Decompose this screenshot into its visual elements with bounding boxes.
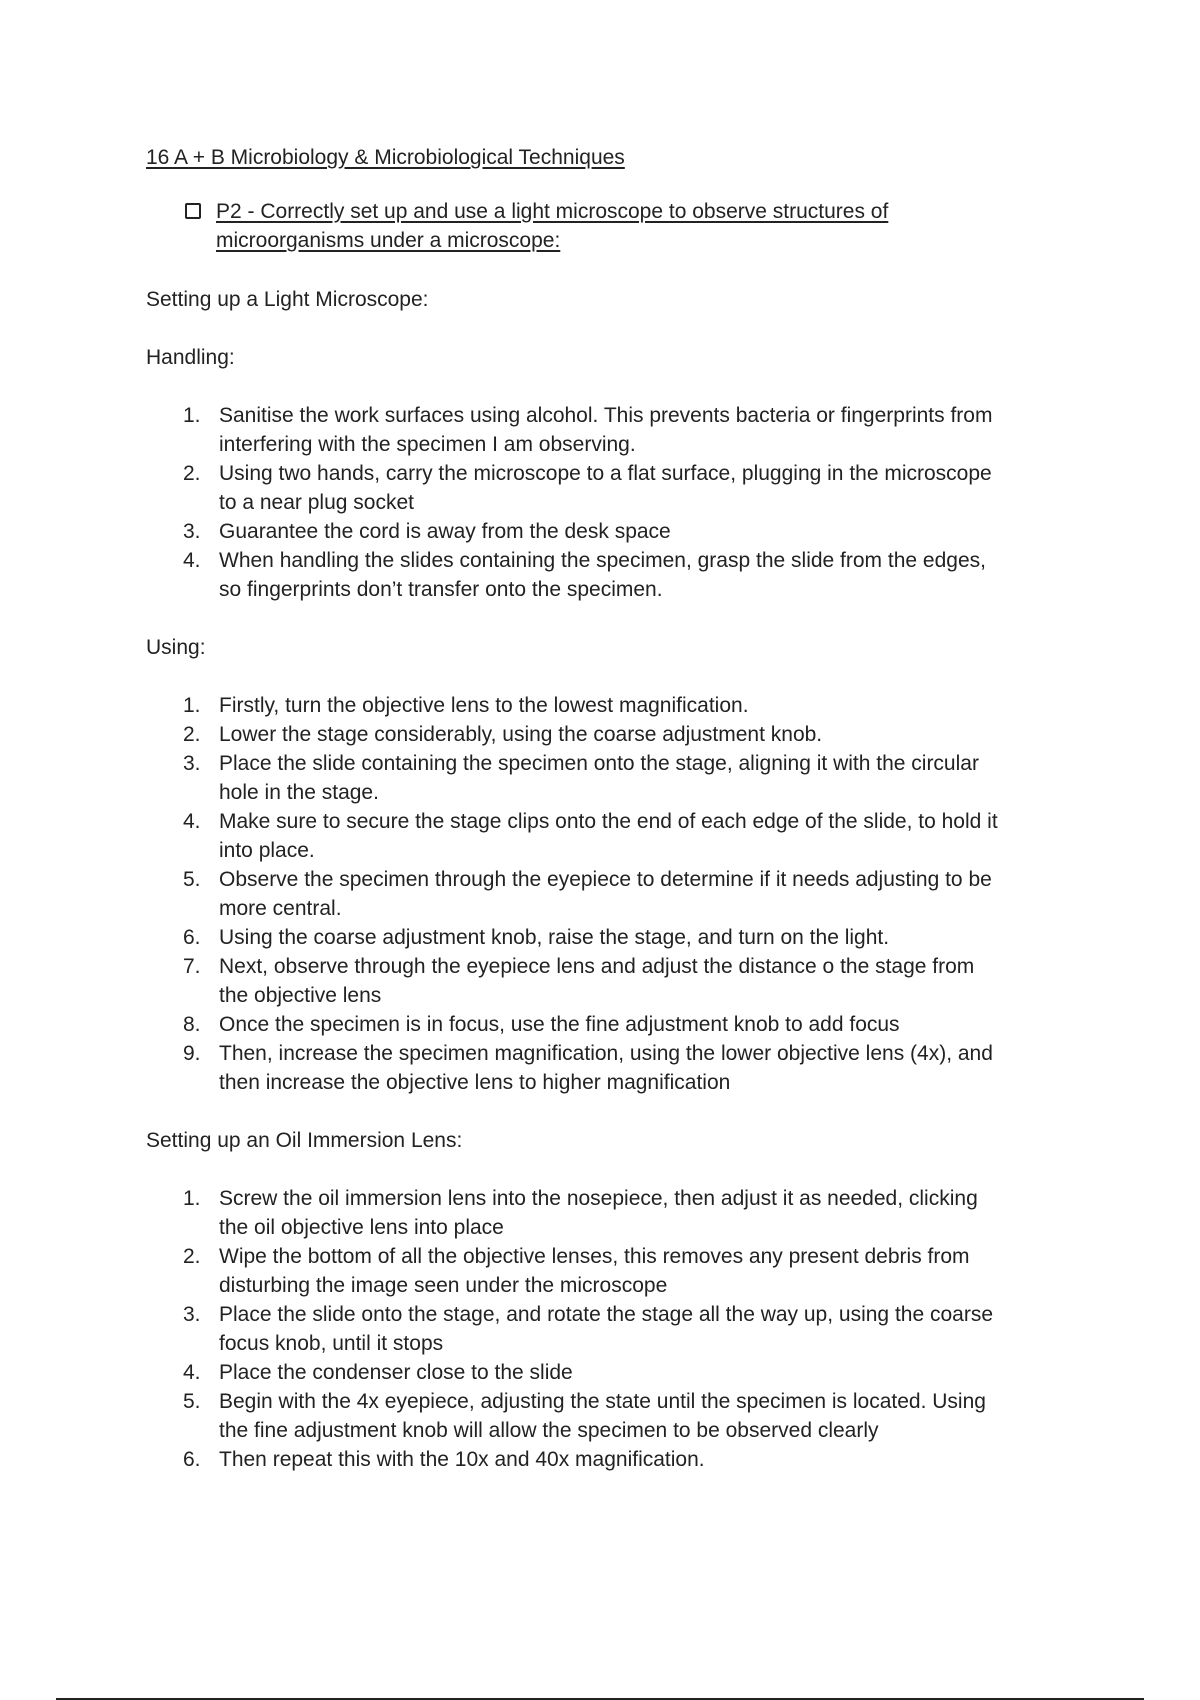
- list-item: [146, 1358, 1066, 1387]
- oil-immersion-heading: Setting up an Oil Immersion Lens:: [146, 1129, 463, 1152]
- list-item: [146, 459, 1066, 517]
- spacer: [146, 314, 1066, 343]
- list-item-number: 2.: [183, 723, 201, 746]
- list-item: [146, 749, 1066, 807]
- list-item-text: Place the condenser close to the slide: [219, 1361, 573, 1384]
- task-checkbox[interactable]: [185, 203, 201, 219]
- spacer: [146, 1097, 1066, 1126]
- handling-heading: Handling:: [146, 346, 235, 369]
- list-item-number-wrap: [146, 1358, 219, 1387]
- list-item: [146, 1010, 1066, 1039]
- list-item: [146, 952, 1066, 1010]
- task-checklist-item: [185, 197, 1066, 255]
- list-item-number-wrap: [146, 1184, 219, 1242]
- list-item-number-wrap: [146, 1010, 219, 1039]
- list-item-number-wrap: [146, 1300, 219, 1358]
- list-item: [146, 807, 1066, 865]
- handling-steps-list: [146, 401, 1066, 604]
- spacer: [146, 1155, 1066, 1184]
- list-item-text: Once the specimen is in focus, use the fine adjustment knob to add focus: [219, 1013, 900, 1036]
- list-item-number-wrap: [146, 749, 219, 807]
- list-item-text: Begin with the 4x eyepiece, adjusting the state until the specimen is located. Using the fine adjustment knob will allow the specimen to be observed clearly: [219, 1390, 986, 1442]
- list-item: [146, 691, 1066, 720]
- list-item-text: Make sure to secure the stage clips onto the end of each edge of the slide, to hold it into place.: [219, 810, 998, 862]
- list-item-text: Observe the specimen through the eyepiece to determine if it needs adjusting to be more central.: [219, 868, 992, 920]
- list-item-number: 3.: [183, 1303, 201, 1326]
- list-item-number: 5.: [183, 1390, 201, 1413]
- spacer: [146, 662, 1066, 691]
- list-item-number-wrap: [146, 691, 219, 720]
- list-item-number-wrap: [146, 923, 219, 952]
- using-heading: Using:: [146, 636, 206, 659]
- list-item-number: 9.: [183, 1042, 201, 1065]
- list-item-number: 4.: [183, 549, 201, 572]
- list-item-text: When handling the slides containing the specimen, grasp the slide from the edges, so fingerprints don’t transfer onto the specimen.: [219, 549, 986, 601]
- spacer: [146, 604, 1066, 633]
- list-item-text: Next, observe through the eyepiece lens and adjust the distance o the stage from the objective lens: [219, 955, 975, 1007]
- list-item-number: 3.: [183, 520, 201, 543]
- list-item-text: Sanitise the work surfaces using alcohol. This prevents bacteria or fingerprints from interfering with the specimen I am observing.: [219, 404, 993, 456]
- list-item-number-wrap: [146, 401, 219, 459]
- list-item: [146, 517, 1066, 546]
- list-item-number-wrap: [146, 546, 219, 604]
- list-item: [146, 1039, 1066, 1097]
- list-item-number: 5.: [183, 868, 201, 891]
- oil-immersion-steps-list: [146, 1184, 1066, 1474]
- list-item-number: 7.: [183, 955, 201, 978]
- list-item-number: 1.: [183, 694, 201, 717]
- list-item: [146, 720, 1066, 749]
- list-item: [146, 546, 1066, 604]
- list-item-text: Then, increase the specimen magnification, using the lower objective lens (4x), and then increase the objective lens to higher magnification: [219, 1042, 993, 1094]
- list-item-text: Lower the stage considerably, using the coarse adjustment knob.: [219, 723, 823, 746]
- list-item-number-wrap: [146, 865, 219, 923]
- list-item-number: 3.: [183, 752, 201, 775]
- list-item-number: 4.: [183, 810, 201, 833]
- list-item-number-wrap: [146, 459, 219, 517]
- list-item-number-wrap: [146, 952, 219, 1010]
- document-page: [146, 143, 1066, 1474]
- list-item-number-wrap: [146, 720, 219, 749]
- task-text: P2 - Correctly set up and use a light microscope to observe structures of microorganisms under a microscope:: [216, 200, 889, 252]
- list-item-number: 1.: [183, 404, 201, 427]
- list-item-number-wrap: [146, 1387, 219, 1445]
- list-item-number: 2.: [183, 462, 201, 485]
- list-item-number: 8.: [183, 1013, 201, 1036]
- list-item-text: Screw the oil immersion lens into the nosepiece, then adjust it as needed, clicking the oil objective lens into place: [219, 1187, 978, 1239]
- setup-heading: Setting up a Light Microscope:: [146, 288, 429, 311]
- list-item: [146, 401, 1066, 459]
- list-item-text: Guarantee the cord is away from the desk space: [219, 520, 671, 543]
- list-item: [146, 1445, 1066, 1474]
- list-item-number-wrap: [146, 517, 219, 546]
- list-item-text: Place the slide containing the specimen onto the stage, aligning it with the circular hole in the stage.: [219, 752, 979, 804]
- list-item-number-wrap: [146, 1445, 219, 1474]
- list-item-text: Using the coarse adjustment knob, raise the stage, and turn on the light.: [219, 926, 890, 949]
- list-item-text: Place the slide onto the stage, and rotate the stage all the way up, using the coarse focus knob, until it stops: [219, 1303, 994, 1355]
- list-item-number: 6.: [183, 926, 201, 949]
- list-item-number: 4.: [183, 1361, 201, 1384]
- list-item-number: 1.: [183, 1187, 201, 1210]
- spacer: [146, 372, 1066, 401]
- list-item-number: 2.: [183, 1245, 201, 1268]
- list-item-text: Then repeat this with the 10x and 40x magnification.: [219, 1448, 705, 1471]
- list-item: [146, 865, 1066, 923]
- list-item-number-wrap: [146, 807, 219, 865]
- document-title: 16 A + B Microbiology & Microbiological Techniques: [146, 146, 625, 169]
- list-item-text: Using two hands, carry the microscope to a flat surface, plugging in the microscope to a near plug socket: [219, 462, 992, 514]
- list-item: [146, 1387, 1066, 1445]
- list-item-number-wrap: [146, 1039, 219, 1097]
- list-item-number-wrap: [146, 1242, 219, 1300]
- list-item-number: 6.: [183, 1448, 201, 1471]
- list-item-text: Firstly, turn the objective lens to the lowest magnification.: [219, 694, 749, 717]
- list-item: [146, 923, 1066, 952]
- list-item: [146, 1242, 1066, 1300]
- list-item: [146, 1184, 1066, 1242]
- using-steps-list: [146, 691, 1066, 1097]
- list-item-text: Wipe the bottom of all the objective lenses, this removes any present debris from disturbing the image seen under the microscope: [219, 1245, 970, 1297]
- list-item: [146, 1300, 1066, 1358]
